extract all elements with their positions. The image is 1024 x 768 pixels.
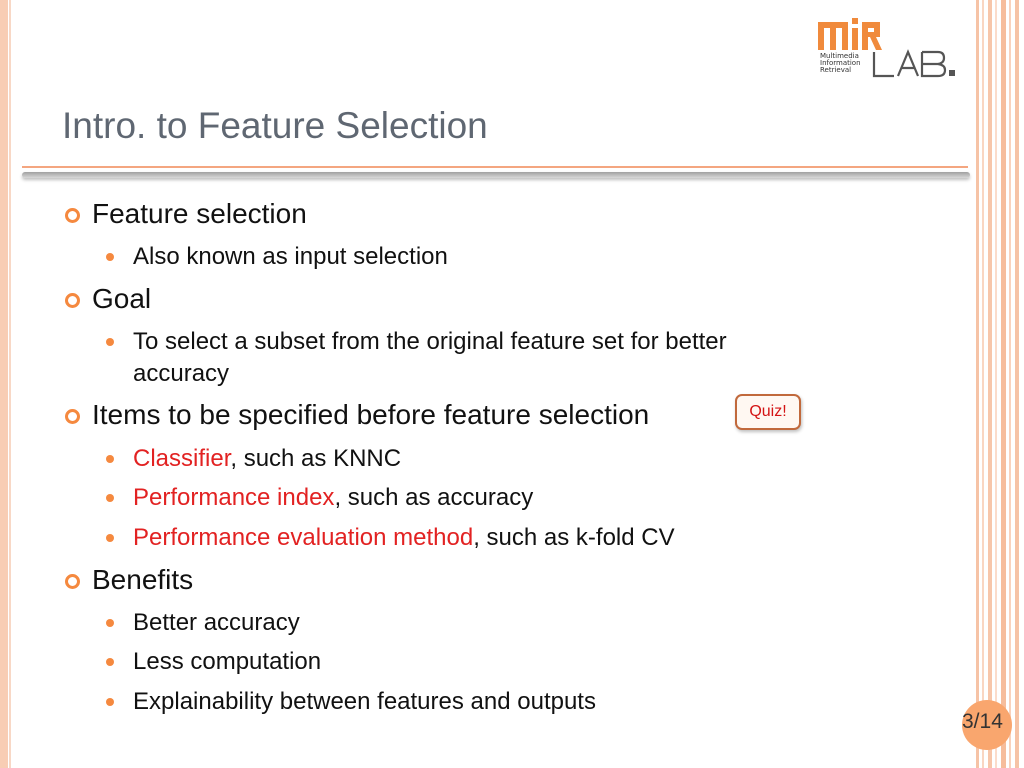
logo-subtitle-line: Information [820, 59, 861, 67]
logo-subtitle-line: Retrieval [820, 66, 852, 74]
dot-bullet-icon [106, 619, 114, 627]
bullet-items-specified: Items to be specified before feature selection [92, 399, 650, 430]
quiz-button[interactable]: Quiz! [735, 394, 801, 430]
sub-bullet-performance-index [133, 483, 533, 513]
dot-bullet-icon [106, 455, 114, 463]
bullet-benefits: Benefits [92, 564, 194, 595]
logo-subtitle-line: Multimedia [820, 52, 859, 60]
circle-bullet-icon [65, 574, 80, 589]
sub-bullet-rest: , such as accuracy [334, 484, 534, 511]
dot-bullet-icon [106, 658, 114, 666]
dot-bullet-icon [106, 253, 114, 261]
highlight-term: Performance evaluation method [133, 524, 474, 551]
sub-bullet-goal-line2: accuracy [133, 360, 230, 387]
highlight-term: Classifier [133, 445, 231, 472]
sub-bullet-also-known: Also known as input selection [133, 243, 448, 270]
page-number: 3/14 [962, 710, 1003, 733]
sub-bullet-explainability: Explainability between features and outputs [133, 688, 596, 715]
dot-bullet-icon [106, 534, 114, 542]
bullet-feature-selection: Feature selection [92, 198, 307, 229]
circle-bullet-icon [65, 409, 80, 424]
sub-bullet-goal-line1: To select a subset from the original feature set for better [133, 328, 727, 355]
sub-bullet-evaluation-method [133, 523, 675, 553]
sub-bullet-rest: , such as KNNC [230, 445, 402, 472]
sub-bullet-better-accuracy: Better accuracy [133, 609, 300, 636]
dot-bullet-icon [106, 338, 114, 346]
highlight-term: Performance index [133, 484, 335, 511]
dot-bullet-icon [106, 494, 114, 502]
circle-bullet-icon [65, 293, 80, 308]
dot-bullet-icon [106, 698, 114, 706]
sub-bullet-less-computation: Less computation [133, 648, 322, 675]
sub-bullet-rest: , such as k-fold CV [473, 524, 675, 551]
sub-bullet-classifier [133, 444, 401, 474]
bullet-goal: Goal [92, 283, 152, 314]
slide-title: Intro. to Feature Selection [62, 105, 488, 146]
circle-bullet-icon [65, 208, 80, 223]
